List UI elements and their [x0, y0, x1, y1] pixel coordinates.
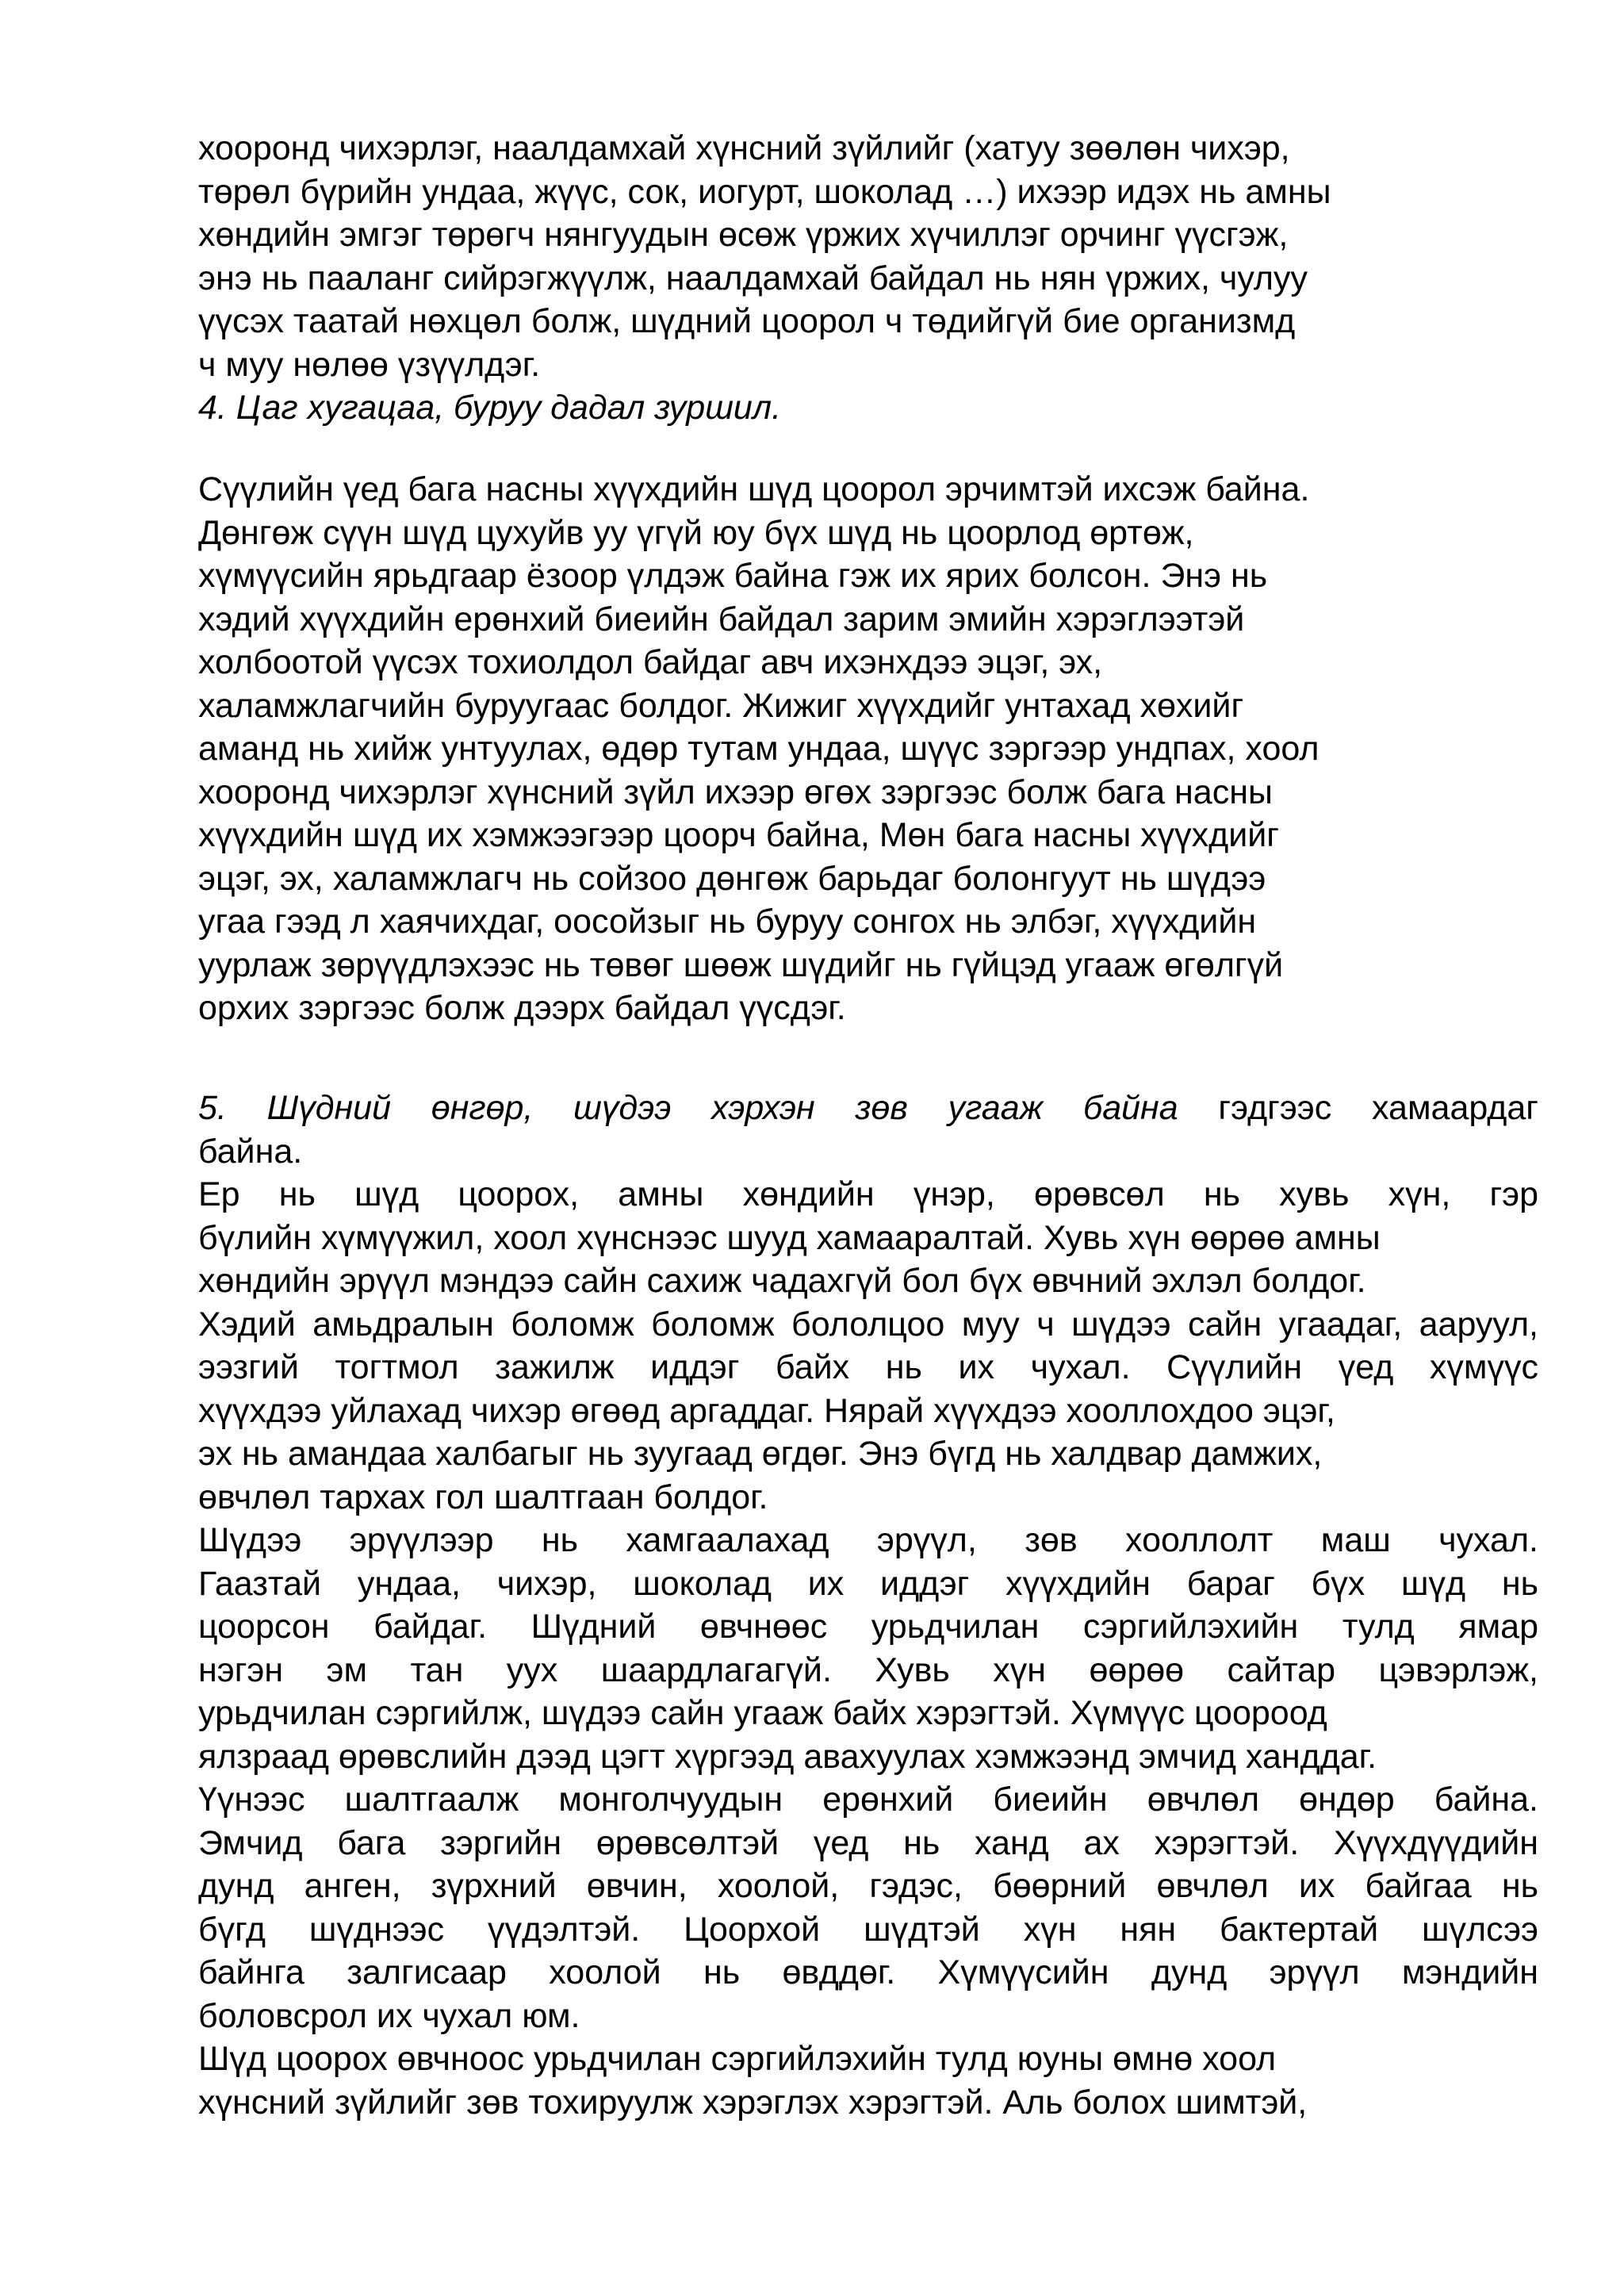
text-line: хүмүүсийн ярьдгаар ёзоор үлдэж байна гэж их ярих болсон. Энэ нь	[198, 557, 1268, 595]
text-line: Гаазтай ундаа, чихэр, шоколад их иддэг хүүхдийн бараг бүх шүд нь	[198, 1564, 1538, 1603]
text-line: хооронд чихэрлэг, наалдамхай хүнсний зүйлийг (хатуу зөөлөн чихэр,	[198, 129, 1290, 167]
text-line: Эмчид бага зэргийн өрөвсөлтэй үед нь ханд ах хэрэгтэй. Хүүхдүүдийн	[198, 1823, 1538, 1862]
text-line: Хэдий амьдралын боломж боломж бололцоо муу ч шүдээ сайн угаадаг, ааруул,	[198, 1305, 1538, 1343]
text-line: ч муу нөлөө үзүүлдэг.	[198, 345, 541, 384]
text-line: 4. Цаг хугацаа, буруу дадал зуршил.	[198, 389, 782, 427]
text-line: нэгэн эм тан уух шаардлагагүй. Хувь хүн өөрөө сайтар цэвэрлэж,	[198, 1650, 1538, 1689]
paragraph-block-2	[198, 468, 1538, 1030]
text-line: боловсрол их чухал юм.	[198, 1996, 580, 2035]
text-line: бүлийн хүмүүжил, хоол хүнснээс шууд хамааралтай. Хувь хүн өөрөө амны	[198, 1218, 1381, 1257]
text-line: энэ нь пааланг сийрэгжүүлж, наалдамхай байдал нь нян үржих, чулуу	[198, 259, 1308, 297]
text-line: хүүхдээ уйлахад чихэр өгөөд аргаддаг. Нярай хүүхдээ хооллохдоо эцэг,	[198, 1391, 1335, 1430]
text-line: байнга залгисаар хоолой нь өвддөг. Хүмүүсийн дунд эрүүл мэндийн	[198, 1953, 1538, 1991]
text-line: холбоотой үүсэх тохиолдол байдаг авч ихэнхдээ эцэг, эх,	[198, 643, 1103, 681]
text-line: Дөнгөж сүүн шүд цухуйв уу үгүй юу бүх шүд нь цоорлод өртөж,	[198, 513, 1194, 552]
text-line: өвчлөл тархах гол шалтгаан болдог.	[198, 1478, 768, 1516]
text-line: бүгд шүднээс үүдэлтэй. Цоорхой шүдтэй хүн нян бактертай шүлсээ	[198, 1910, 1538, 1949]
text-line: Шүд цоорох өвчноос урьдчилан сэргийлэхийн тулд юуны өмнө хоол	[198, 2040, 1277, 2078]
text-line: үүсэх таатай нөхцөл болж, шүдний цоорол ч төдийгүй бие организмд	[198, 302, 1296, 340]
text-line: төрөл бүрийн ундаа, жүүс, сок, иогурт, шоколад …) ихээр идэх нь амны	[198, 172, 1331, 211]
text-line: хүнсний зүйлийг зөв тохируулж хэрэглэх хэрэгтэй. Аль болох шимтэй,	[198, 2083, 1308, 2122]
text-line: дунд анген, зүрхний өвчин, хоолой, гэдэс, бөөрний өвчлөл их байгаа нь	[198, 1867, 1538, 1905]
text-line: Сүүлийн үед бага насны хүүхдийн шүд цоорол эрчимтэй ихсэж байна.	[198, 470, 1310, 508]
text-line: байна.	[198, 1132, 303, 1171]
text-line: халамжлагчийн буруугаас болдог. Жижиг хүүхдийг унтахад хөхийг	[198, 686, 1244, 725]
section-heading-rest: гэдгээс хамаардаг	[1218, 1089, 1538, 1127]
section-heading-italic: 5. Шүдний өнгөр, шүдээ хэрхэн зөв угааж байна	[198, 1089, 1219, 1127]
paragraph-block-1	[198, 127, 1538, 430]
text-line: хүүхдийн шүд их хэмжээгээр цоорч байна, Мөн бага насны хүүхдийг	[198, 816, 1279, 854]
text-line: ялзраад өрөвслийн дээд цэгт хүргээд авахуулах хэмжээнд эмчид ханддаг.	[198, 1737, 1377, 1776]
text-line: хөндийн эрүүл мэндээ сайн сахиж чадахгүй бол бүх өвчний эхлэл болдог.	[198, 1262, 1366, 1300]
text-line	[198, 1087, 1538, 1130]
text-line: урьдчилан сэргийлж, шүдээ сайн угааж байх хэрэгтэй. Хүмүүс цоороод	[198, 1694, 1327, 1732]
text-line: угаа гээд л хаячихдаг, оосойзыг нь буруу сонгох нь элбэг, хүүхдийн	[198, 903, 1257, 941]
text-line: ээзгий тогтмол зажилж иддэг байх нь их чухал. Сүүлийн үед хүмүүс	[198, 1348, 1538, 1386]
text-line: орхих зэргээс болж дээрх байдал үүсдэг.	[198, 989, 846, 1027]
text-line: Үүнээс шалтгаалж монголчуудын ерөнхий биеийн өвчлөл өндөр байна.	[198, 1780, 1538, 1819]
text-line: хооронд чихэрлэг хүнсний зүйл ихээр өгөх зэргээс болж бага насны	[198, 772, 1273, 811]
text-line: Ер нь шүд цоорох, амны хөндийн үнэр, өрөвсөл нь хувь хүн, гэр	[198, 1175, 1538, 1213]
text-line: хэдий хүүхдийн ерөнхий биеийн байдал зарим эмийн хэрэглээтэй	[198, 600, 1245, 638]
text-line: эцэг, эх, халамжлагч нь сойзоо дөнгөж барьдаг болонгуут нь шүдээ	[198, 859, 1266, 898]
paragraph-block-3	[198, 1087, 1538, 2124]
text-line: аманд нь хийж унтуулах, өдөр тутам ундаа, шүүс зэргээр ундпах, хоол	[198, 730, 1320, 768]
text-line: цоорсон байдаг. Шүдний өвчнөөс урьдчилан сэргийлэхийн тулд ямар	[198, 1608, 1538, 1646]
text-line: хөндийн эмгэг төрөгч нянгуудын өсөж үржих хүчиллэг орчинг үүсгэж,	[198, 216, 1289, 254]
text-line: уурлаж зөрүүдлэхээс нь төвөг шөөж шүдийг нь гүйцэд угааж өгөлгүй	[198, 945, 1284, 984]
text-line: эх нь амандаа халбагыг нь зуугаад өгдөг. Энэ бүгд нь халдвар дамжих,	[198, 1435, 1323, 1473]
text-line: Шүдээ эрүүлээр нь хамгаалахад эрүүл, зөв хооллолт маш чухал.	[198, 1521, 1538, 1559]
